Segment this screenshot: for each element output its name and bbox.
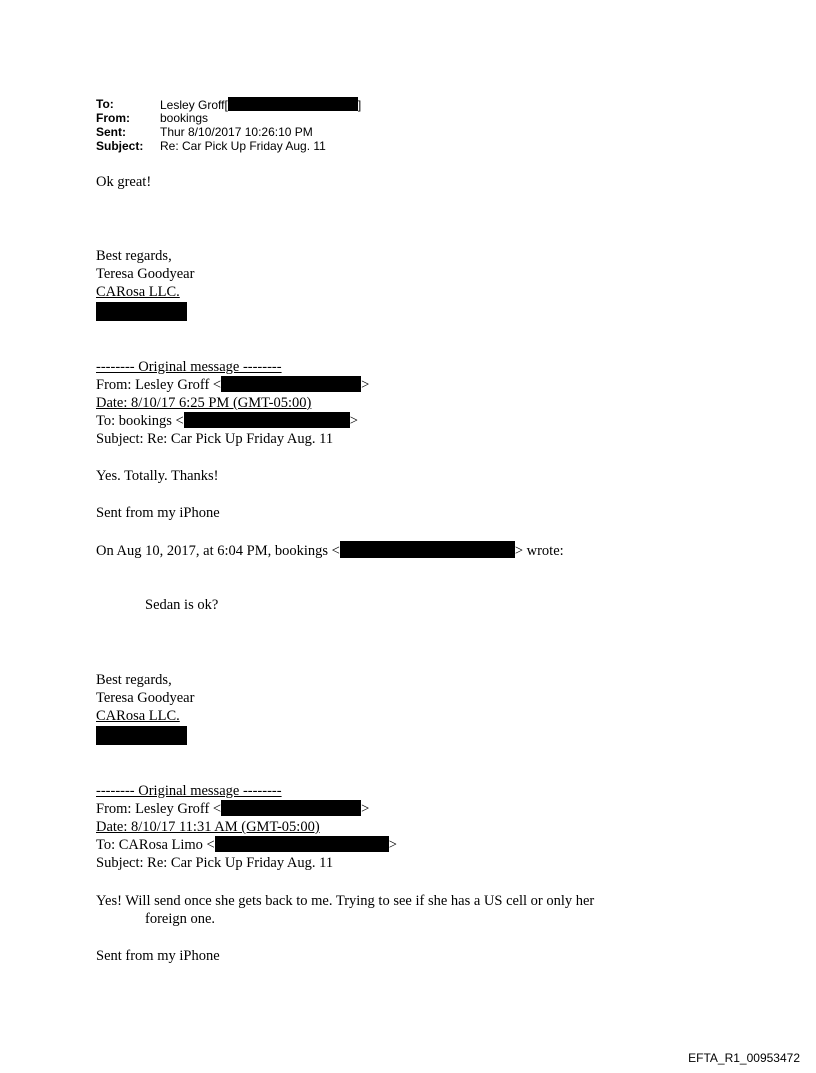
from-value: bookings [160, 111, 209, 125]
original2-body-line1: Yes! Will send once she gets back to me. Trying to see if she has a US cell or only her [96, 893, 595, 909]
original2-to-close: > [388, 837, 397, 853]
original-date: Date: 8/10/17 6:25 PM (GMT-05:00) [96, 395, 312, 411]
on-wrote-prefix: On Aug 10, 2017, at 6:04 PM, bookings < [96, 543, 340, 559]
original-body: Yes. Totally. Thanks! [96, 468, 219, 484]
redaction-bar [221, 376, 361, 392]
redaction-bar [228, 97, 358, 111]
original2-from-close: > [361, 801, 370, 817]
signoff: Best regards, [96, 248, 172, 264]
sender-name: Teresa Goodyear [96, 266, 195, 282]
to-name: Lesley Groff[ [160, 98, 228, 112]
original-from-text: From: Lesley Groff < [96, 377, 222, 393]
original2-date: Date: 8/10/17 11:31 AM (GMT-05:00) [96, 819, 320, 835]
quoted-signoff: Best regards, [96, 672, 172, 688]
redaction-bar [340, 541, 515, 558]
document-id: EFTA_R1_00953472 [688, 1051, 800, 1065]
on-wrote-line [96, 541, 564, 560]
original2-body-line2: foreign one. [145, 911, 216, 927]
subject-value: Re: Car Pick Up Friday Aug. 11 [160, 139, 326, 153]
original2-to [96, 836, 397, 854]
original2-from [96, 800, 369, 818]
original-to-close: > [349, 413, 358, 429]
original-from-close: > [361, 377, 370, 393]
company-name: CARosa LLC. [96, 284, 180, 300]
subject-label: Subject: [96, 139, 144, 153]
original-to [96, 412, 358, 430]
original-from [96, 376, 369, 394]
redaction-bar [215, 836, 389, 852]
sent-label: Sent: [96, 125, 126, 139]
original-message-divider-2: -------- Original message -------- [96, 783, 282, 799]
quoted-body: Sedan is ok? [145, 597, 219, 613]
redaction-bar [221, 800, 361, 816]
on-wrote-suffix: > wrote: [514, 543, 564, 559]
redaction-bar [96, 302, 187, 321]
quoted-company-name: CARosa LLC. [96, 708, 180, 724]
redaction-bar [184, 412, 350, 428]
original2-subject: Subject: Re: Car Pick Up Friday Aug. 11 [96, 855, 334, 871]
sent-value: Thur 8/10/2017 10:26:10 PM [160, 125, 313, 139]
to-value [160, 97, 361, 112]
original2-sent-from-iphone: Sent from my iPhone [96, 948, 220, 964]
to-close-bracket: ] [357, 98, 362, 112]
original2-from-text: From: Lesley Groff < [96, 801, 222, 817]
reply-body: Ok great! [96, 174, 152, 190]
from-label: From: [96, 111, 130, 125]
sent-from-iphone: Sent from my iPhone [96, 505, 220, 521]
original-message-divider: -------- Original message -------- [96, 359, 282, 375]
original2-to-text: To: CARosa Limo < [96, 837, 215, 853]
original-subject: Subject: Re: Car Pick Up Friday Aug. 11 [96, 431, 334, 447]
original-to-text: To: bookings < [96, 413, 184, 429]
redaction-bar [96, 726, 187, 745]
quoted-sender-name: Teresa Goodyear [96, 690, 195, 706]
to-label: To: [96, 97, 114, 111]
